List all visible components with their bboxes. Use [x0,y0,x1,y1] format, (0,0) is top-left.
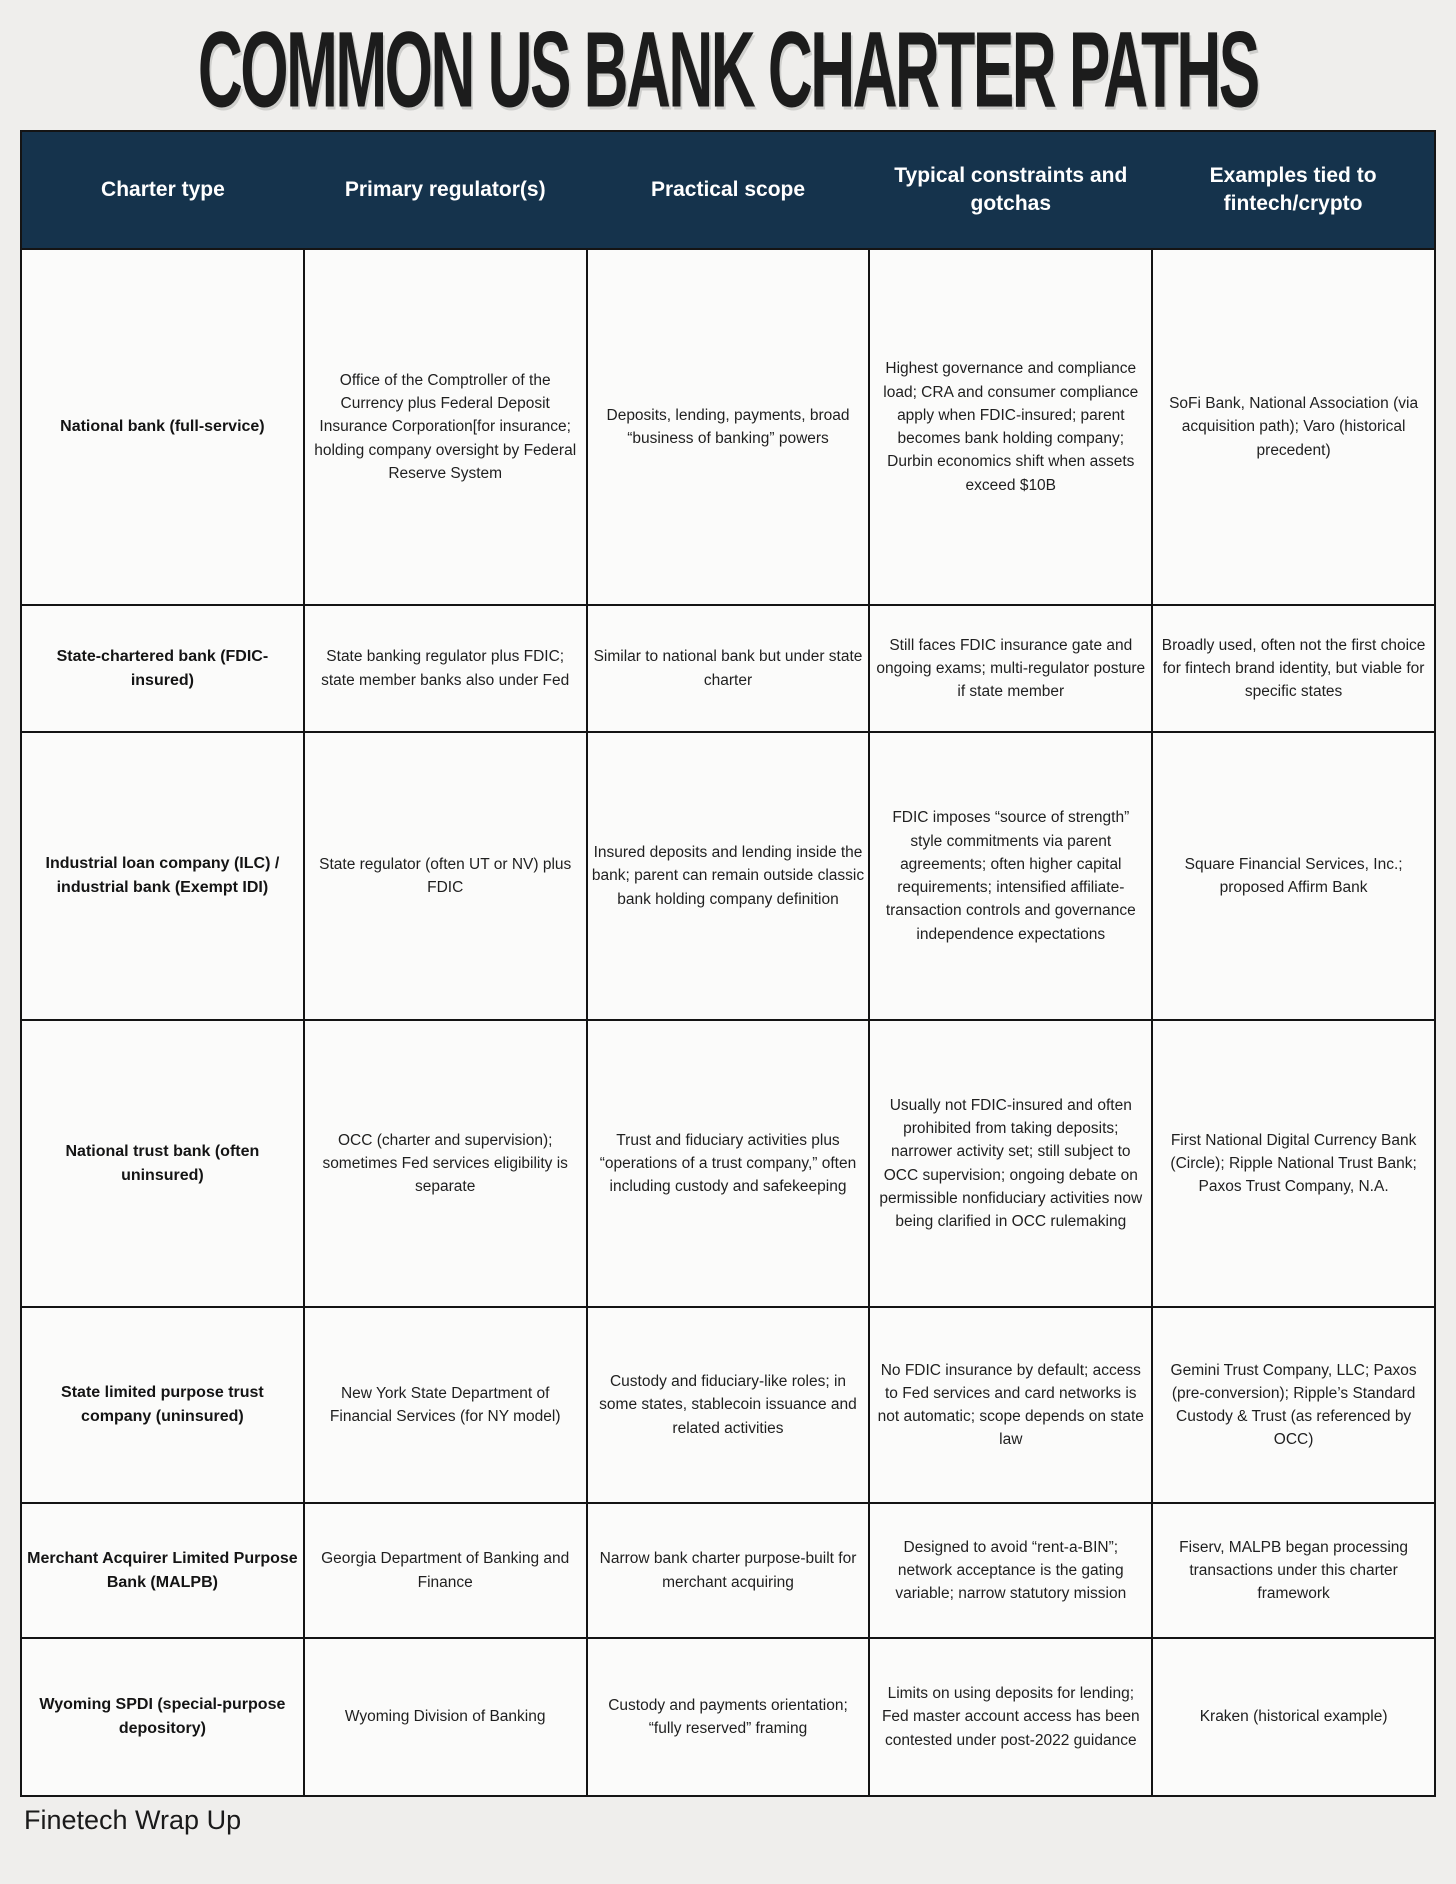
cell-charter-type: Merchant Acquirer Limited Purpose Bank (MALPB) [21,1503,304,1638]
table-row [21,605,1435,732]
cell-constraints: No FDIC insurance by default; access to Fed services and card networks is not automatic; scope depends on state law [869,1307,1152,1503]
cell-practical-scope: Narrow bank charter purpose-built for merchant acquiring [587,1503,870,1638]
cell-examples: Fiserv, MALPB began processing transactions under this charter framework [1152,1503,1435,1638]
table-row [21,732,1435,1020]
table-row [21,1503,1435,1638]
table-row [21,1638,1435,1796]
cell-constraints: Designed to avoid “rent-a-BIN”; network acceptance is the gating variable; narrow statutory mission [869,1503,1152,1638]
column-header-charter-type: Charter type [21,131,304,249]
charter-paths-table [20,130,1436,1797]
cell-constraints: Usually not FDIC-insured and often prohibited from taking deposits; narrower activity set; still subject to OCC supervision; ongoing debate on permissible nonfiduciary activities now being clarified in OCC rulemaking [869,1020,1152,1307]
cell-charter-type: National bank (full-service) [21,249,304,605]
cell-primary-regulator: Office of the Comptroller of the Currency plus Federal Deposit Insurance Corporation[for insurance; holding company oversight by Federal Reserve System [304,249,587,605]
cell-examples: Kraken (historical example) [1152,1638,1435,1796]
header-row [21,131,1435,249]
cell-examples: Square Financial Services, Inc.; proposed Affirm Bank [1152,732,1435,1020]
cell-practical-scope: Trust and fiduciary activities plus “operations of a trust company,” often including custody and safekeeping [587,1020,870,1307]
cell-charter-type: National trust bank (often uninsured) [21,1020,304,1307]
cell-practical-scope: Custody and payments orientation; “fully reserved” framing [587,1638,870,1796]
table-row [21,1307,1435,1503]
cell-constraints: Still faces FDIC insurance gate and ongoing exams; multi-regulator posture if state member [869,605,1152,732]
cell-practical-scope: Deposits, lending, payments, broad “business of banking” powers [587,249,870,605]
cell-examples: First National Digital Currency Bank (Circle); Ripple National Trust Bank; Paxos Trust Company, N.A. [1152,1020,1435,1307]
column-header-primary-regulator: Primary regulator(s) [304,131,587,249]
cell-examples: Broadly used, often not the first choice for fintech brand identity, but viable for specific states [1152,605,1435,732]
cell-practical-scope: Insured deposits and lending inside the bank; parent can remain outside classic bank holding company definition [587,732,870,1020]
table-header [21,131,1435,249]
cell-charter-type: Industrial loan company (ILC) / industrial bank (Exempt IDI) [21,732,304,1020]
cell-constraints: Limits on using deposits for lending; Fed master account access has been contested under post-2022 guidance [869,1638,1152,1796]
column-header-constraints: Typical constraints and gotchas [869,131,1152,249]
cell-primary-regulator: State banking regulator plus FDIC; state member banks also under Fed [304,605,587,732]
table-row [21,249,1435,605]
cell-constraints: FDIC imposes “source of strength” style commitments via parent agreements; often higher capital requirements; intensified affiliate-transaction controls and governance independence expectations [869,732,1152,1020]
table-body [21,249,1435,1796]
column-header-practical-scope: Practical scope [587,131,870,249]
cell-examples: Gemini Trust Company, LLC; Paxos (pre-conversion); Ripple’s Standard Custody & Trust (as referenced by OCC) [1152,1307,1435,1503]
cell-practical-scope: Custody and fiduciary-like roles; in some states, stablecoin issuance and related activities [587,1307,870,1503]
cell-primary-regulator: OCC (charter and supervision); sometimes Fed services eligibility is separate [304,1020,587,1307]
cell-practical-scope: Similar to national bank but under state charter [587,605,870,732]
footer-credit: Finetech Wrap Up [24,1805,242,1835]
cell-primary-regulator: Georgia Department of Banking and Finance [304,1503,587,1638]
cell-primary-regulator: State regulator (often UT or NV) plus FDIC [304,732,587,1020]
cell-charter-type: State limited purpose trust company (uninsured) [21,1307,304,1503]
table-row [21,1020,1435,1307]
cell-examples: SoFi Bank, National Association (via acquisition path); Varo (historical precedent) [1152,249,1435,605]
cell-charter-type: Wyoming SPDI (special-purpose depository) [21,1638,304,1796]
cell-primary-regulator: New York State Department of Financial Services (for NY model) [304,1307,587,1503]
cell-charter-type: State-chartered bank (FDIC-insured) [21,605,304,732]
cell-primary-regulator: Wyoming Division of Banking [304,1638,587,1796]
column-header-examples: Examples tied to fintech/crypto [1152,131,1435,249]
title-wrap [0,8,1456,130]
cell-constraints: Highest governance and compliance load; CRA and consumer compliance apply when FDIC-insured; parent becomes bank holding company; Durbin economics shift when assets exceed $10B [869,249,1152,605]
page-title: COMMON US BANK CHARTER PATHS [198,8,1258,130]
